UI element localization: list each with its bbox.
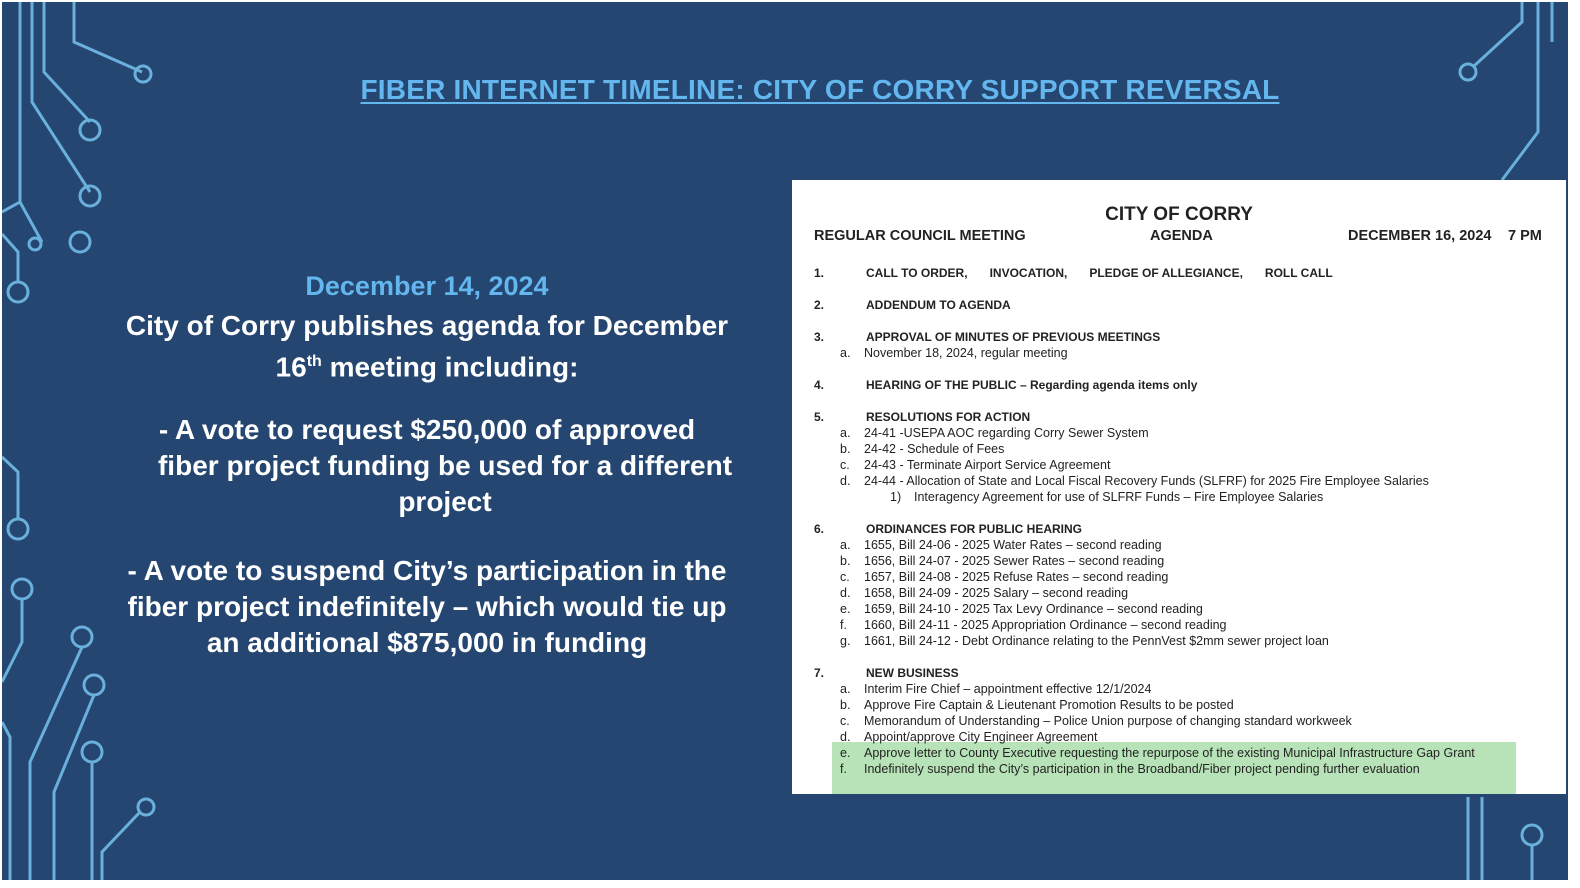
- event-date: December 14, 2024: [305, 271, 549, 301]
- summary-line-2-rest: meeting including:: [321, 351, 579, 383]
- bullet-1-line-1: - A vote to request $250,000 of approved: [158, 414, 696, 445]
- agenda-city: CITY OF CORRY: [1105, 204, 1253, 225]
- agenda-item: g. 1661, Bill 24-12 - Debt Ordinance relating to the PennVest $2mm sewer project loan: [840, 634, 1329, 648]
- agenda-item: b. 24-42 - Schedule of Fees: [840, 442, 1005, 456]
- bullet-2-line-3: an additional $875,000 in funding: [206, 627, 648, 658]
- bullet-1-line-2: fiber project funding be used for a different: [157, 450, 733, 481]
- agenda-item-highlighted: f. Indefinitely suspend the City’s participation in the Broadband/Fiber project pending further evaluation: [840, 762, 1420, 776]
- slide-title[interactable]: FIBER INTERNET TIMELINE: CITY OF CORRY SUPPORT REVERSAL: [360, 74, 1280, 105]
- bullet-suspend-participation: [102, 553, 752, 661]
- agenda-item: c. Memorandum of Understanding – Police Union purpose of changing standard workweek: [840, 714, 1352, 728]
- bullet-funding-request: [102, 412, 752, 520]
- section-1-items: CALL TO ORDER, INVOCATION, PLEDGE OF ALLEGIANCE, ROLL CALL: [866, 266, 1333, 280]
- agenda-item: e. 1659, Bill 24-10 - 2025 Tax Levy Ordinance – second reading: [840, 602, 1203, 616]
- agenda-subitem: 1) Interagency Agreement for use of SLFRF Funds – Fire Employee Salaries: [890, 490, 1324, 504]
- agenda-item: a. 1655, Bill 24-06 - 2025 Water Rates – second reading: [840, 538, 1162, 552]
- agenda-item: a. 24-41 -USEPA AOC regarding Corry Sewer System: [840, 426, 1149, 440]
- agenda-item: c. 1657, Bill 24-08 - 2025 Refuse Rates – second reading: [840, 570, 1169, 584]
- event-summary: [102, 308, 752, 385]
- agenda-item-highlighted: e. Approve letter to County Executive requesting the repurpose of the existing Municipal Infrastructure Gap Grant: [840, 746, 1475, 760]
- agenda-time: 7 PM: [1508, 228, 1542, 244]
- agenda-item: c. 24-43 - Terminate Airport Service Agreement: [840, 458, 1111, 472]
- ordinal-suffix: th: [306, 353, 322, 370]
- agenda-item: a. November 18, 2024, regular meeting: [840, 346, 1068, 360]
- agenda-item: b. Approve Fire Captain & Lieutenant Promotion Results to be posted: [840, 698, 1234, 712]
- agenda-item: d. 1658, Bill 24-09 - 2025 Salary – second reading: [840, 586, 1129, 600]
- agenda-item: b. 1656, Bill 24-07 - 2025 Sewer Rates – second reading: [840, 554, 1165, 568]
- agenda-item: f. 1660, Bill 24-11 - 2025 Appropriation Ordinance – second reading: [840, 618, 1227, 632]
- bullet-1-line-3: project: [398, 486, 492, 517]
- summary-line-2: [102, 344, 752, 385]
- agenda-item: a. Interim Fire Chief – appointment effective 12/1/2024: [840, 682, 1152, 696]
- slide: [2, 2, 1568, 880]
- meeting-day: 16: [275, 351, 307, 383]
- agenda-item: d. 24-44 - Allocation of State and Local Fiscal Recovery Funds (SLFRF) for 2025 Fire Employee Salaries: [840, 474, 1429, 488]
- summary-line-1: City of Corry publishes agenda for December: [125, 310, 729, 341]
- agenda-label: AGENDA: [1150, 228, 1213, 244]
- agenda-meeting-type: REGULAR COUNCIL MEETING: [814, 228, 1026, 244]
- bullet-2-line-2: fiber project indefinitely – which would tie up: [127, 591, 727, 622]
- agenda-date: DECEMBER 16, 2024: [1348, 228, 1492, 244]
- agenda-image[interactable]: CITY OF CORRY REGULAR COUNCIL MEETING AGENDA DECEMBER 16, 2024 7 PM 1. CALL TO ORDER, INVOCATION, PLEDGE OF ALLEGIANCE, ROLL CALL 2. ADDENDUM TO AGENDA 3. APPROVAL OF MINUTES OF PREVIOUS MEETINGS a. November 18, 2024, regular meeting 4. HEARING OF THE PUBLIC – Regarding agenda items only 5. RESOLUTIONS FOR ACTION a. 24-41 -USEPA AOC regarding Corry Sewer System b. 24-42 - Schedule of Fees c. 24-43 - Terminate Airport Service Agreement d. 24-44 - Allocation of State and Local Fiscal Recovery Funds (SLFRF) for 2025 Fire Employee Salaries 1) Interagency Agreement for use of SLFRF Funds – Fire Employee Salaries 6. ORDINANCES FOR PUBLIC HEARING a. 1655, Bill 24-06 - 2025 Water Rates – second reading b. 1656, Bill 24-07 - 2025 Sewer Rates – second reading c. 1657, Bill 24-08 - 2025 Refuse Rates – second reading d. 1658, Bill 24-09 - 2025 Salary – second reading e. 1659, Bill 24-10 - 2025 Tax Levy Ordinance – second reading f. 1660, Bill 24-11 - 2025 Appropriation Ordinance – second reading g. 1661, Bill 24-12 - Debt Ordinance relating to the PennVest $2mm sewer project loan 7. NEW BUSINESS a. Interim Fire Chief – appointment effective 12/1/2024 b. Approve Fire Captain & Lieutenant Promotion Results to be posted c. Memorandum of Understanding – Police Union purpose of changing standard workweek d. Appoint/approve City Engineer Agreement e. Approve letter to County Executive requesting the repurpose of the existing Municipal Infrastructure Gap Grant f. Indefinitely suspend the City’s participation in the Broadband/Fiber project pending further evaluation: [792, 180, 1566, 794]
- agenda-item: d. Appoint/approve City Engineer Agreement: [840, 730, 1098, 744]
- bullet-2-line-1: - A vote to suspend City’s participation in the: [127, 555, 727, 586]
